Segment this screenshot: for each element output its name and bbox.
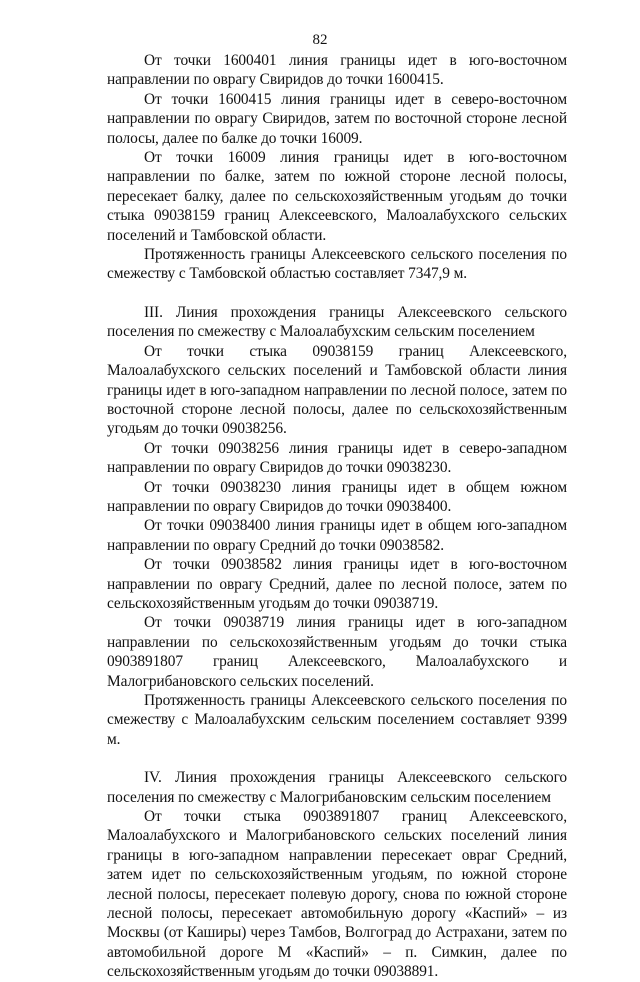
paragraph: От точки 09038400 линия границы идет в общем юго-западном направлении по оврагу Средний до точки 09038582. (107, 517, 567, 554)
paragraph: От точки стыка 09038159 границ Алексеевского, Малоалабухского сельских поселений и Тамбовской области линия границы идет в юго-западном направлении по лесной полосе, затем по восточной стороне лесной полосы, далее по сельскохозяйственным угодьям до точки 09038256. (107, 342, 567, 438)
paragraph: От точки 09038230 линия границы идет в общем южном направлении по оврагу Свиридов до точки 09038400. (107, 478, 567, 515)
paragraph: От точки 1600415 линия границы идет в северо-восточном направлении по оврагу Свиридов, затем по восточной стороне лесной полосы, далее по балке до точки 16009. (107, 90, 567, 147)
document-body (107, 51, 567, 982)
paragraph: Протяженность границы Алексеевского сельского поселения по смежеству с Малоалабухским сельским поселением составляет 9399 м. (107, 692, 567, 748)
paragraph: От точки 09038582 линия границы идет в юго-восточном направлении по оврагу Средний, далее по лесной полосе, затем по сельскохозяйственным угодьям до точки 09038719. (107, 556, 567, 612)
paragraph: От точки 09038256 линия границы идет в северо-западном направлении по оврагу Свиридов до точки 09038230. (107, 439, 567, 477)
paragraph: От точки 16009 линия границы идет в юго-восточном направлении по балке, затем по южной стороне лесной полосы, пересекает балку, далее по сельскохозяйственным угодьям до точки стыка 09038159 границ Алексеевского, Малоалабухского сельских поселений и Тамбовской области. (107, 149, 567, 244)
paragraph: От точки 09038719 линия границы идет в юго-западном направлении по сельскохозяйственным угодьям до точки стыка 0903891807 границ Алексеевского, Малоалабухского и Малогрибановского сельских поселений. (107, 614, 567, 690)
paragraph: Протяженность границы Алексеевского сельского поселения по смежеству с Тамбовской областью составляет 7347,9 м. (107, 246, 567, 283)
page-number: 82 (312, 32, 328, 48)
paragraph: От точки стыка 0903891807 границ Алексеевского, Малоалабухского и Малогрибановского сельских поселений линия границы в юго-западном направлении пересекает овраг Средний, затем идет по сельскохозяйственным угодьям, по южной стороне лесной полосы, пересекает полевую дорогу, снова по южной стороне лесной полосы, пересекает автомобильную дорогу «Каспий» – из Москвы (от Каширы) через Тамбов, Волгоград до Астрахани, затем по автомобильной дороге М «Каспий» – п. Симкин, далее по сельскохозяйственным угодьям до точки 09038891. (107, 808, 567, 981)
paragraph: От точки 1600401 линия границы идет в юго-восточном направлении по оврагу Свиридов до точки 1600415. (107, 52, 567, 89)
section-heading: III. Линия прохождения границы Алексеевского сельского поселения по смежеству с Малоалабухским сельским поселением (107, 303, 567, 341)
section-heading: IV. Линия прохождения границы Алексеевского сельского поселения по смежеству с Малогрибановским сельским поселением (107, 769, 567, 806)
